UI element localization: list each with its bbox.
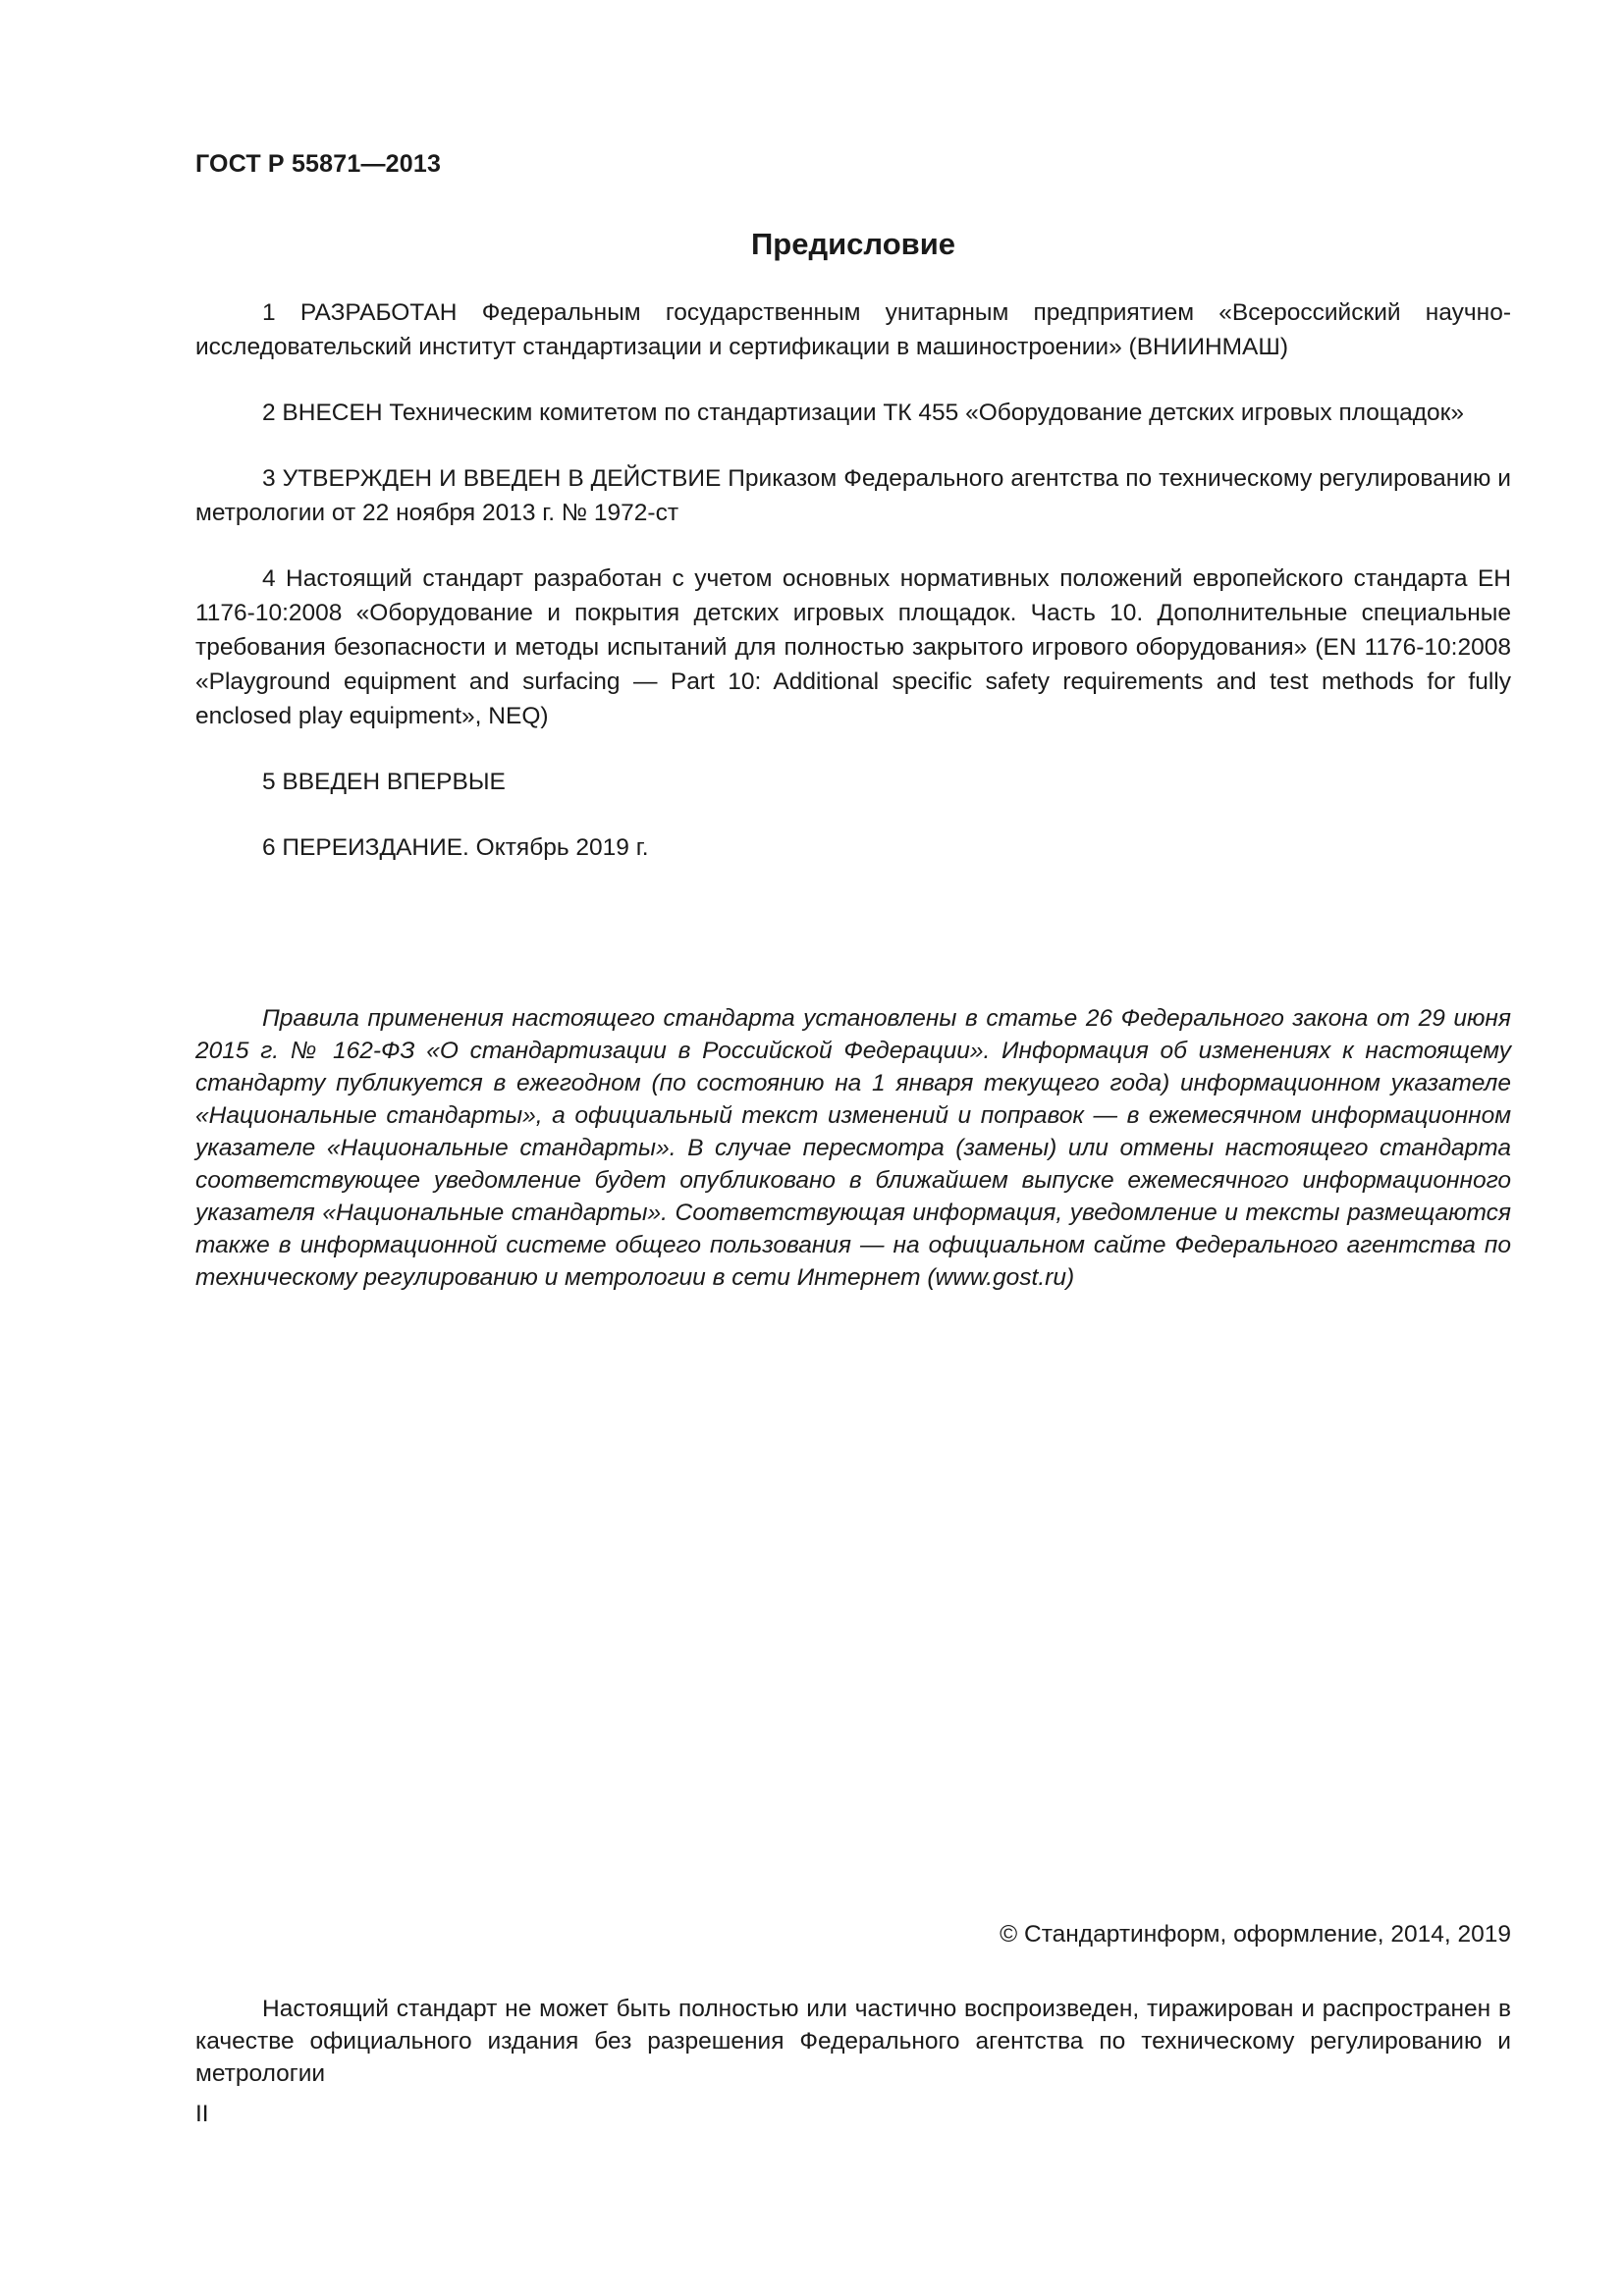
reproduction-notice: Настоящий стандарт не может быть полностью или частично воспроизведен, тиражирован и распространен в качестве официального издания без разрешения Федерального агентства по техническому регулированию и метрологии xyxy=(195,1996,1511,2087)
document-code-header: ГОСТ Р 55871—2013 xyxy=(195,150,442,178)
preface-title: Предисловие xyxy=(750,227,955,261)
preface-item-4: 4 Настоящий стандарт разработан с учетом основных нормативных положений европейского стандарта ЕН 1176-10:2008 «Оборудование и покрытия детских игровых площадок. Часть 10. Дополнительные специальные требования безопасности и методы испытаний для полностью закрытого игрового оборудования» (EN 1176-10:2008 «Playground equipment and surfacing — Part 10: Additional specific safety requirements and test methods for fully enclosed play equipment», NEQ) xyxy=(195,565,1511,729)
preface-item-3: 3 УТВЕРЖДЕН И ВВЕДЕН В ДЕЙСТВИЕ Приказом Федерального агентства по техническому регулированию и метрологии от 22 ноября 2013 г. № 1972-ст xyxy=(195,465,1511,526)
copyright-line: © Стандартинформ, оформление, 2014, 2019 xyxy=(1000,1921,1511,1948)
application-rules-notice: Правила применения настоящего стандарта установлены в статье 26 Федерального закона от 29 июня 2015 г. № 162-ФЗ «О стандартизации в Российской Федерации». Информация об изменениях к настоящему стандарту публикуется в ежегодном (по состоянию на 1 января текущего года) информационном указателе «Национальные стандарты», а официальный текст изменений и поправок — в ежемесячном информационном указателе «Национальные стандарты». В случае пересмотра (замены) или отмены настоящего стандарта соответствующее уведомление будет опубликовано в ближайшем выпуске ежемесячного информационного указателя «Национальные стандарты». Соответствующая информация, уведомление и тексты размещаются также в информационной системе общего пользования — на официальном сайте Федерального агентства по техническому регулированию и метрологии в сети Интернет (www.gost.ru) xyxy=(195,1005,1511,1291)
spacer xyxy=(195,896,1511,1002)
page-number: II xyxy=(195,2101,209,2127)
preface-item-5: 5 ВВЕДЕН ВПЕРВЫЕ xyxy=(262,769,506,795)
preface-item-1: 1 РАЗРАБОТАН Федеральным государственным унитарным предприятием «Всероссийский научно-исследовательский институт стандартизации и сертификации в машиностроении» (ВНИИНМАШ) xyxy=(195,299,1511,360)
preface-item-2: 2 ВНЕСЕН Техническим комитетом по стандартизации ТК 455 «Оборудование детских игровых площадок» xyxy=(262,400,1464,426)
preface-body xyxy=(195,295,1511,1294)
preface-item-6: 6 ПЕРЕИЗДАНИЕ. Октябрь 2019 г. xyxy=(262,834,649,861)
